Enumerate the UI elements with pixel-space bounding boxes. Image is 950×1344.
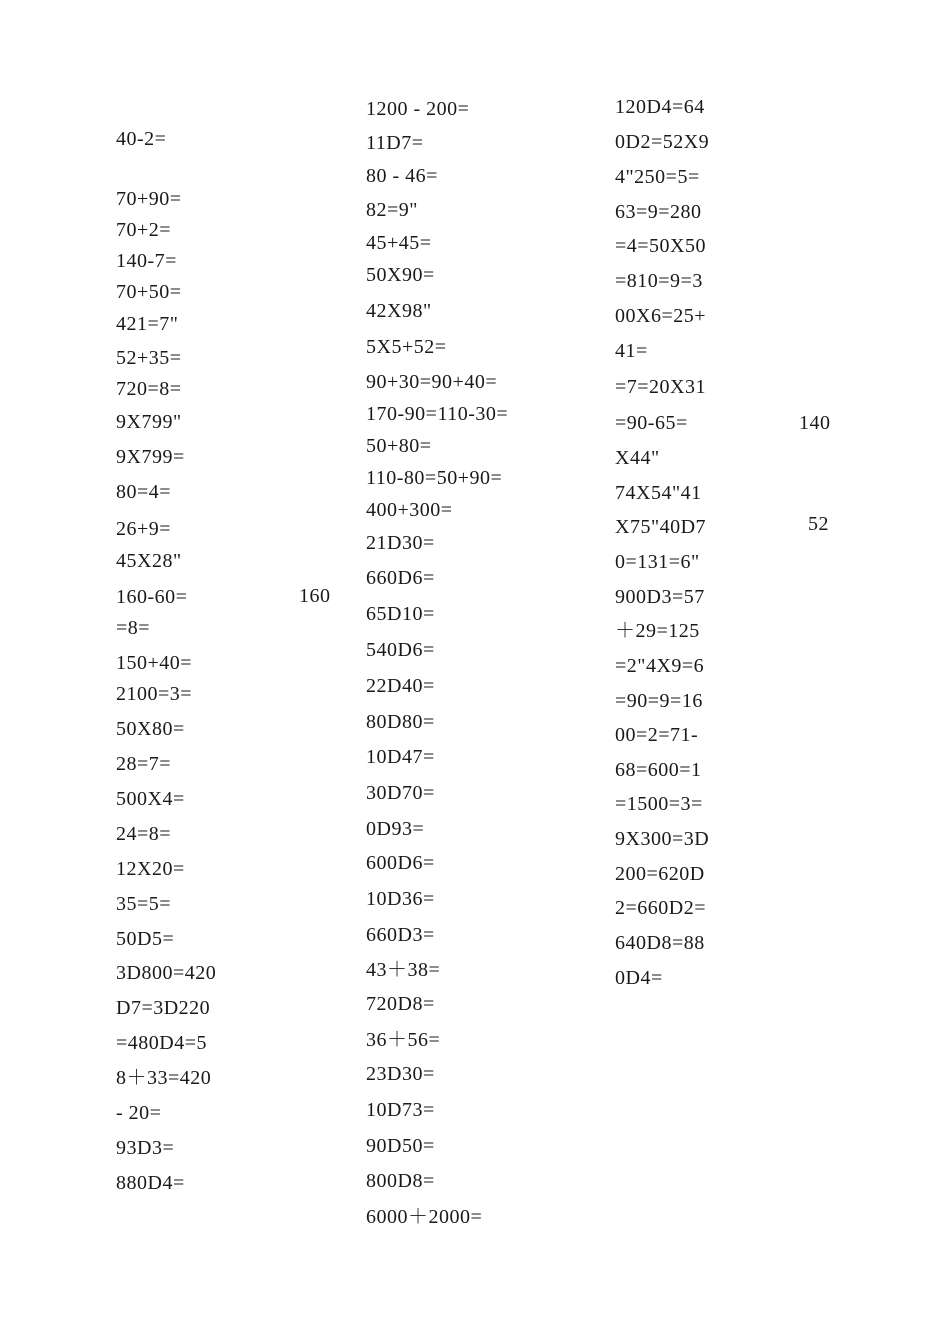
exercise-line: X44" bbox=[615, 447, 660, 469]
exercise-line: 26+9= bbox=[116, 518, 172, 540]
exercise-line: 70+90= bbox=[116, 188, 182, 210]
exercise-line: D7=3D220 bbox=[116, 997, 211, 1019]
exercise-line: 400+300= bbox=[366, 499, 453, 521]
exercise-line: 720=8= bbox=[116, 378, 182, 400]
exercise-line: 00=2=71- bbox=[615, 724, 699, 746]
exercise-line: 4"250=5= bbox=[615, 166, 700, 188]
exercise-line: 200=620D bbox=[615, 863, 705, 885]
margin-note: 160 bbox=[299, 585, 331, 607]
exercise-line: 800D8= bbox=[366, 1170, 435, 1192]
exercise-line: 660D3= bbox=[366, 924, 435, 946]
exercise-line: 50X80= bbox=[116, 718, 185, 740]
exercise-line: 41= bbox=[615, 340, 648, 362]
exercise-line: 70+2= bbox=[116, 219, 172, 241]
exercise-line: ＋29=125 bbox=[615, 620, 700, 642]
exercise-line: 30D70= bbox=[366, 782, 435, 804]
exercise-line: - 20= bbox=[116, 1102, 162, 1124]
exercise-line: 40-2= bbox=[116, 128, 167, 150]
exercise-line: 2100=3= bbox=[116, 683, 193, 705]
exercise-line: 9X300=3D bbox=[615, 828, 710, 850]
exercise-line: 900D3=57 bbox=[615, 586, 705, 608]
exercise-line: 600D6= bbox=[366, 852, 435, 874]
exercise-line: 50D5= bbox=[116, 928, 175, 950]
exercise-line: 720D8= bbox=[366, 993, 435, 1015]
exercise-line: 660D6= bbox=[366, 567, 435, 589]
exercise-line: 43＋38= bbox=[366, 959, 441, 981]
exercise-line: 170-90=110-30= bbox=[366, 403, 509, 425]
exercise-line: =810=9=3 bbox=[615, 270, 703, 292]
exercise-line: 21D30= bbox=[366, 532, 435, 554]
exercise-line: 640D8=88 bbox=[615, 932, 705, 954]
exercise-line: 1200 - 200= bbox=[366, 98, 470, 120]
exercise-line: 35=5= bbox=[116, 893, 172, 915]
exercise-line: 0D2=52X9 bbox=[615, 131, 710, 153]
exercise-line: =1500=3= bbox=[615, 793, 703, 815]
exercise-line: 10D47= bbox=[366, 746, 435, 768]
exercise-line: 23D30= bbox=[366, 1063, 435, 1085]
exercise-line: 9X799" bbox=[116, 411, 182, 433]
exercise-line: 540D6= bbox=[366, 639, 435, 661]
exercise-line: =480D4=5 bbox=[116, 1032, 208, 1054]
exercise-line: 45X28" bbox=[116, 550, 182, 572]
exercise-line: 12X20= bbox=[116, 858, 185, 880]
exercise-line: 11D7= bbox=[366, 132, 424, 154]
exercise-line: 74X54"41 bbox=[615, 482, 702, 504]
exercise-line: 120D4=64 bbox=[615, 96, 705, 118]
exercise-line: 421=7" bbox=[116, 313, 179, 335]
exercise-line: 70+50= bbox=[116, 281, 182, 303]
exercise-line: =90=9=16 bbox=[615, 690, 703, 712]
exercise-line: 9X799= bbox=[116, 446, 185, 468]
exercise-line: 50+80= bbox=[366, 435, 432, 457]
exercise-line: =90-65= bbox=[615, 412, 688, 434]
exercise-line: 110-80=50+90= bbox=[366, 467, 503, 489]
exercise-line: 500X4= bbox=[116, 788, 185, 810]
exercise-line: 6000＋2000= bbox=[366, 1206, 483, 1228]
exercise-line: 0D4= bbox=[615, 967, 663, 989]
exercise-line: 2=660D2= bbox=[615, 897, 707, 919]
exercise-line: 3D800=420 bbox=[116, 962, 217, 984]
exercise-line: 140-7= bbox=[116, 250, 177, 272]
exercise-line: =4=50X50 bbox=[615, 235, 707, 257]
exercise-line: =8= bbox=[116, 617, 151, 639]
exercise-line: 10D73= bbox=[366, 1099, 435, 1121]
exercise-line: 68=600=1 bbox=[615, 759, 702, 781]
exercise-line: 42X98" bbox=[366, 300, 432, 322]
exercise-line: 80 - 46= bbox=[366, 165, 438, 187]
margin-note: 52 bbox=[808, 513, 829, 535]
exercise-line: 45+45= bbox=[366, 232, 432, 254]
exercise-line: 90D50= bbox=[366, 1135, 435, 1157]
exercise-line: 160-60= bbox=[116, 586, 188, 608]
exercise-line: 00X6=25+ bbox=[615, 305, 707, 327]
exercise-line: 28=7= bbox=[116, 753, 172, 775]
exercise-line: 90+30=90+40= bbox=[366, 371, 498, 393]
exercise-line: 65D10= bbox=[366, 603, 435, 625]
exercise-line: 22D40= bbox=[366, 675, 435, 697]
exercise-line: 82=9" bbox=[366, 199, 418, 221]
exercise-line: =7=20X31 bbox=[615, 376, 707, 398]
exercise-line: 10D36= bbox=[366, 888, 435, 910]
exercise-line: 0D93= bbox=[366, 818, 425, 840]
exercise-line: 50X90= bbox=[366, 264, 435, 286]
margin-note: 140 bbox=[799, 412, 831, 434]
exercise-line: 63=9=280 bbox=[615, 201, 702, 223]
exercise-line: X75"40D7 bbox=[615, 516, 707, 538]
exercise-line: 52+35= bbox=[116, 347, 182, 369]
exercise-line: 93D3= bbox=[116, 1137, 175, 1159]
exercise-line: 880D4= bbox=[116, 1172, 185, 1194]
exercise-line: 80D80= bbox=[366, 711, 435, 733]
exercise-line: 36＋56= bbox=[366, 1029, 441, 1051]
exercise-line: =2"4X9=6 bbox=[615, 655, 705, 677]
exercise-line: 0=131=6" bbox=[615, 551, 700, 573]
exercise-line: 80=4= bbox=[116, 481, 172, 503]
exercise-line: 8＋33=420 bbox=[116, 1067, 212, 1089]
exercise-line: 24=8= bbox=[116, 823, 172, 845]
exercise-line: 5X5+52= bbox=[366, 336, 447, 358]
exercise-line: 150+40= bbox=[116, 652, 193, 674]
